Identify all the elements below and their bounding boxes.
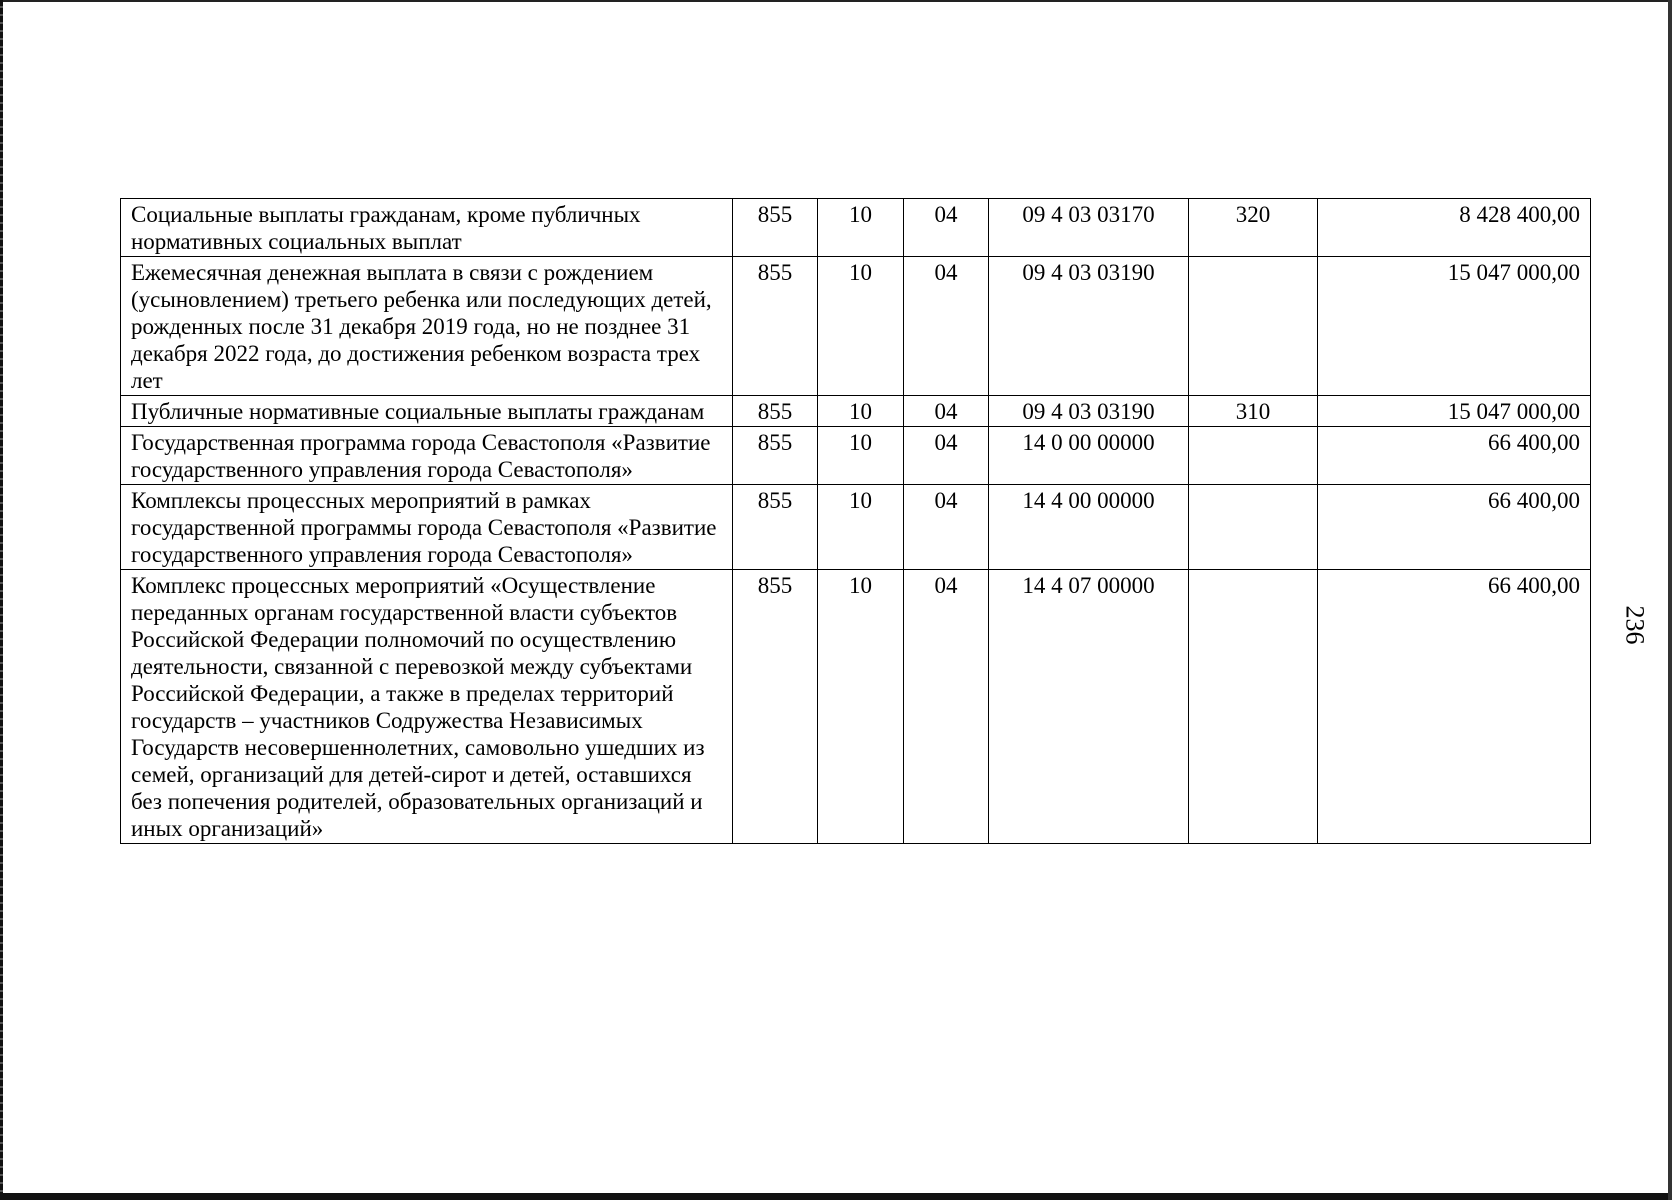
page-number: 236 [1620,605,1650,645]
row-section: 10 [818,485,904,570]
row-section: 10 [818,199,904,257]
row-target-article: 09 4 03 03170 [989,199,1189,257]
scan-edge-right [1668,0,1672,1200]
row-subsection: 04 [904,396,989,427]
row-target-article: 09 4 03 03190 [989,257,1189,396]
row-grbs: 855 [733,396,818,427]
row-grbs: 855 [733,199,818,257]
scan-edge-bottom [0,1193,1672,1200]
row-subsection: 04 [904,257,989,396]
table-row [121,396,1591,427]
row-expense-type [1189,485,1318,570]
row-name: Комплексы процессных мероприятий в рамках государственной программы города Севастополя «Развитие государственного управления города Севастополя» [121,485,733,570]
row-expense-type: 320 [1189,199,1318,257]
row-subsection: 04 [904,199,989,257]
row-name: Публичные нормативные социальные выплаты гражданам [121,396,733,427]
row-section: 10 [818,570,904,844]
table-row [121,427,1591,485]
row-sum: 66 400,00 [1318,570,1591,844]
row-name: Социальные выплаты гражданам, кроме публичных нормативных социальных выплат [121,199,733,257]
row-section: 10 [818,257,904,396]
row-expense-type: 310 [1189,396,1318,427]
scan-edge-left [0,0,3,1200]
row-sum: 15 047 000,00 [1318,396,1591,427]
table-row [121,199,1591,257]
row-grbs: 855 [733,485,818,570]
row-subsection: 04 [904,485,989,570]
row-name: Государственная программа города Севастополя «Развитие государственного управления города Севастополя» [121,427,733,485]
row-section: 10 [818,427,904,485]
table-row [121,485,1591,570]
row-sum: 15 047 000,00 [1318,257,1591,396]
row-expense-type [1189,570,1318,844]
table-row [121,257,1591,396]
row-section: 10 [818,396,904,427]
row-target-article: 14 0 00 00000 [989,427,1189,485]
row-target-article: 09 4 03 03190 [989,396,1189,427]
row-subsection: 04 [904,570,989,844]
row-sum: 8 428 400,00 [1318,199,1591,257]
row-expense-type [1189,257,1318,396]
row-expense-type [1189,427,1318,485]
row-name: Ежемесячная денежная выплата в связи с рождением (усыновлением) третьего ребенка или последующих детей, рожденных после 31 декабря 2019 года, но не позднее 31 декабря 2022 года, до достижения ребенком возраста трех лет [121,257,733,396]
table-row [121,570,1591,844]
row-grbs: 855 [733,257,818,396]
row-grbs: 855 [733,570,818,844]
row-target-article: 14 4 00 00000 [989,485,1189,570]
row-sum: 66 400,00 [1318,485,1591,570]
row-target-article: 14 4 07 00000 [989,570,1189,844]
scan-edge-top [0,0,1672,2]
row-name: Комплекс процессных мероприятий «Осуществление переданных органам государственной власти субъектов Российской Федерации полномочий по осуществлению деятельности, связанной с перевозкой между субъектами Российской Федерации, а также в пределах территорий государств – участников Содружества Независимых Государств несовершеннолетних, самовольно ушедших из семей, организаций для детей-сирот и детей, оставшихся без попечения родителей, образовательных организаций и иных организаций» [121,570,733,844]
row-grbs: 855 [733,427,818,485]
row-subsection: 04 [904,427,989,485]
budget-table [120,198,1591,844]
row-sum: 66 400,00 [1318,427,1591,485]
